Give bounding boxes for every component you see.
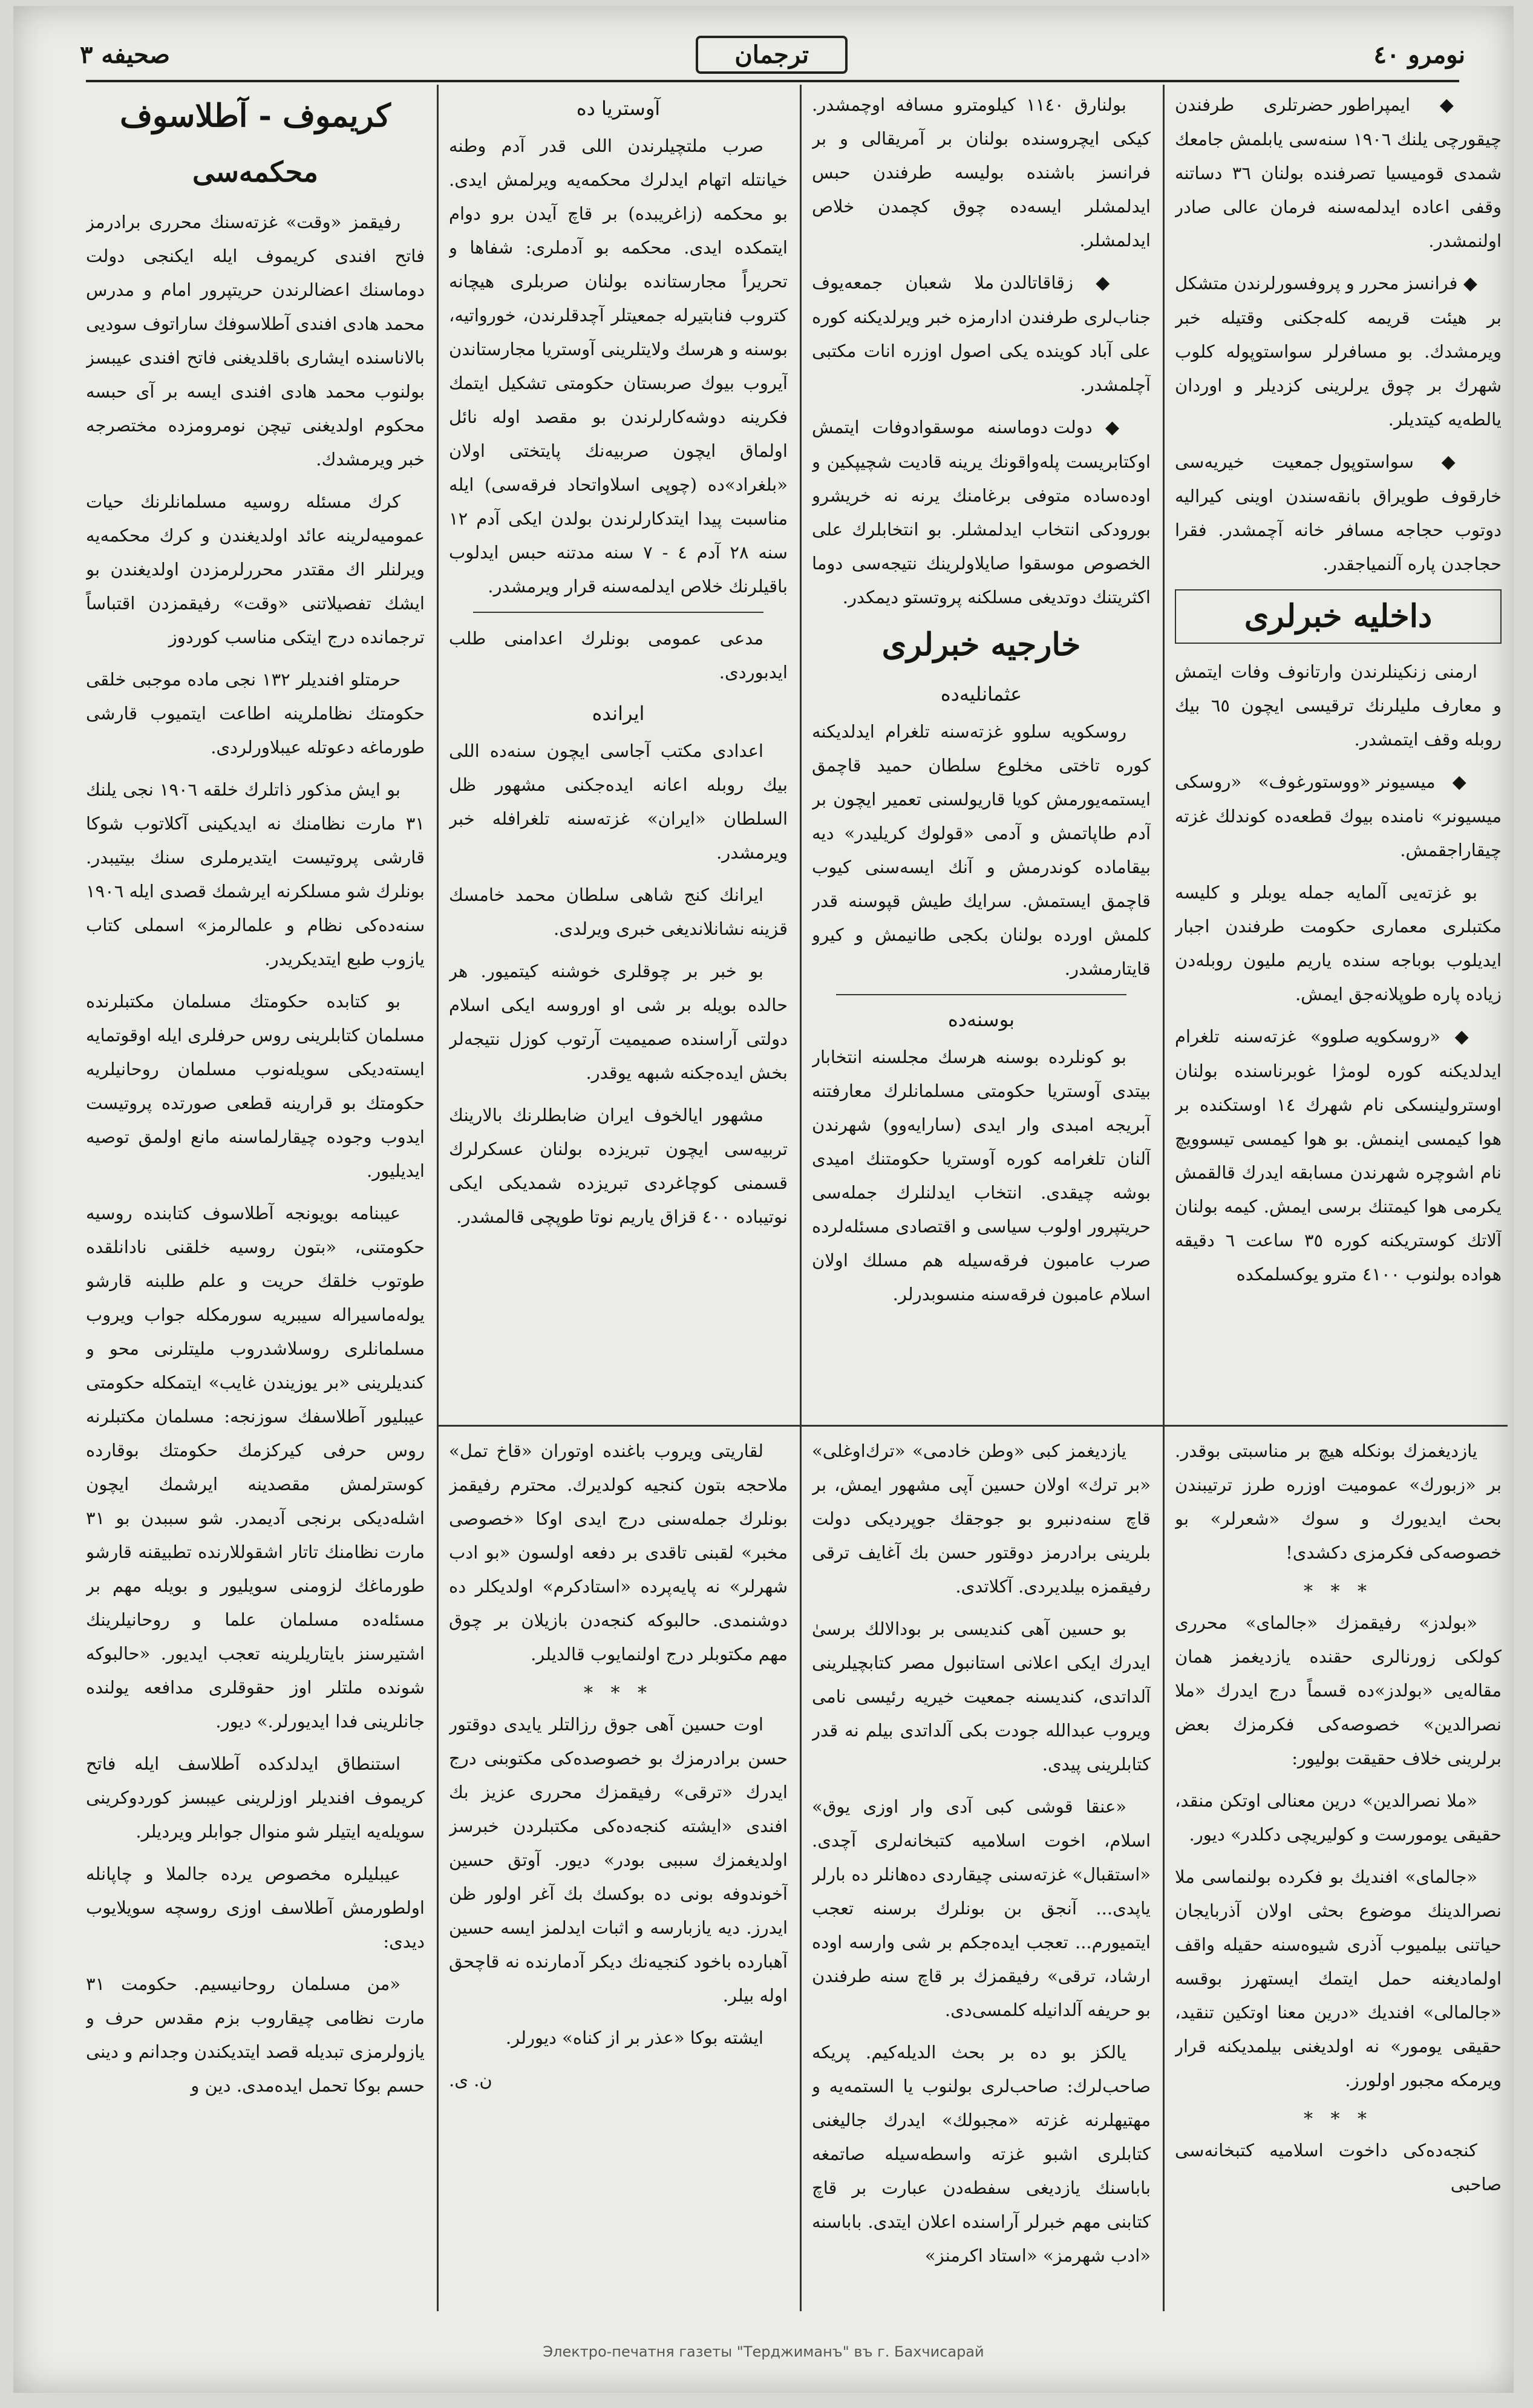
news-item: ◆ دولت دوماسنه موسقوادوفات ايتمش اوكتابريست پله‌واقونك يرينه قاديت شچيپكين و اوده‌ساده متوفى برغامنك يرنه نه خريشرو بورودكى انتخاب ايدلمشلر. بو انتخابلرك على الخصوص موسقوا صايلاولرينك نتيجه‌سى دوما اكثريتنك دوتديغى مسلكنه پروتستو ديمكدر.	[812, 417, 1151, 607]
article-subtitle: محكمه‌سى	[192, 155, 318, 188]
article-paragraph: لقاريتى ويروب باغنده اوتوران «قاخ تمل» ملاحجه بتون كنجيه كولديرك. محترم رفيقمز بونلرك جمله‌سنى درج ايدى اوكا «خصوصى مخبر» لقبنى تاقدى بر دفعه اولسون «بو ادب شهرلر» نه پايه‌پرده «استادكرم» اولديكلر ده دوشنمدى. حالبوكه كنجه‌دن بازيلان بر چوق مهم مكتوبلر درج اولنمايوب قالديلر.	[449, 1441, 788, 1664]
news-item: روسكويه سلوو غزته‌سنه تلغرام ايدلديكنه كوره تاختى مخلوع سلطان حميد قاچمق ايستمه‌يورمش كويا قاريولسنى تعمير ايچون بر آدم طاپاتمش و آدمى «قولوك كريليدر» ديه بيقاماده كوندرمش و آنك ايسه‌سنى كيوب قاچمق ايستمش. سرايك طيش قپوسنه قدر كلمش اورده بولنان بكجى طانيمش و كيرو قايتارمشدر.	[812, 721, 1151, 979]
newspaper-page	[13, 6, 1514, 2393]
article-paragraph: يازديغمزك بونكله هيچ بر مناسبتى بوقدر. بر «زبورك» عموميت اوزره طرز ترتيبندن بحث ايديورك و سوك «شعرلر» بو خصوصه‌كى فكرمزى دكشدى!	[1175, 1441, 1502, 1563]
asterism-icon: * * *	[1303, 2109, 1373, 2130]
column-rule	[1163, 85, 1165, 2311]
article-paragraph: اوت حسين آهى جوق رزالتلر يايدى دوقتور حسن برادرمزك بو خصوصده‌كى مكتوبنى درج ايدرك «ترقى» رفيقمزك محررى عزيز بك افندى «ايشته كنجه‌ده‌كى مكتبلردن خبرسز اولديغمزك سببى بودر» ديور. آوتق حسين آخوندوفه بونى ده بوكسك بك آغر اولور ظن ايدرز. ديه يازبارسه و اثبات ايدلمز ايسه حسين آهبارده باخود كنجيه‌نك ديكر آدمارنده نه قاچحق اوله بيلر.	[449, 1714, 788, 2006]
news-item: بو خبر بر چوقلرى خوشنه كيتميور. هر حالده بويله بر شى او اوروسه ايكى اسلام دولتى آراسنده صميميت آرتوب كوزل نتيجه‌لر بخش ايده‌جكنه شبهه يوقدر.	[449, 961, 788, 1083]
news-item: ايرانك كنج شاهى سلطان محمد خامسك قزينه نشانلانديغى خبرى ويرلدى.	[449, 885, 788, 939]
section-heading-domestic: داخليه خبرلرى	[1175, 589, 1502, 644]
article-paragraph: بو ايش مذكور ذاتلرك خلقه ١٩٠٦ نجى يلنك ٣١ مارت نظامنك نه ايديكينى آكلاتوب شوكا قارشى پروتيست ايتديرملرى سنك بيتيبدر. بونلرك شو مسلكرنه ايرشمك قصدى ايله ١٩٠٦ سنه‌ده‌كى نظام و علمالرمز» اسملى كتاب يازوب طبع ايتديكريدر.	[86, 779, 425, 969]
subheading-bosnia: بوسنه‌ده	[947, 1008, 1015, 1031]
diamond-bullet-icon: ◆	[1435, 771, 1478, 793]
separator	[473, 612, 763, 613]
column-rule	[800, 85, 802, 2311]
diamond-bullet-icon: ◆	[1092, 417, 1126, 438]
column-3-top	[449, 88, 788, 1419]
article-paragraph: «من مسلمان روحانيسيم. حكومت ٣١ مارت نظامى چيقاروب بزم مقدس حرف و يازولرمزى تبديله قصد ايتديكندن وجدانم و دينى حسم بوكا تحمل ايده‌مدى. دين و	[86, 1974, 425, 2096]
diamond-bullet-icon: ◆	[1457, 273, 1477, 294]
column-2-top	[812, 88, 1151, 1419]
news-item: بو كونلرده بوسنه هرسك مجلسنه انتخابار بيتدى آوستريا حكومتى مسلمانلرك معارفتنه آبريجه امبدى وار ايدى (سارايه‌وو) شهرندن آلنان تلغرامه كوره آوستريا حكومتنك اميدى بوشه چيقدى. انتخاب ايدلنلرك جمله‌سى حريتپرور اولوب سياسى و اقتصادى مسئله‌لرده صرب عامبون فرقه‌سيله هم مسلك اولان اسلام عامبون فرقه‌سنه منسوبدرلر.	[812, 1047, 1151, 1304]
subheading-ottoman: عثمانليه‌ده	[940, 682, 1022, 705]
issue-number: نومرو ٤٠	[1373, 40, 1465, 69]
diamond-bullet-icon: ◆	[1410, 94, 1477, 116]
news-item: ◆ سواستوپول جمعيت خيريه‌سى خارقوف طويراق بانقه‌سندن اوينى كيراليه دوتوب حجاجه مسافر خانه آچمشدر. فقرا حجاجدن پاره آلنمياجقدر.	[1175, 451, 1502, 574]
section-heading-foreign: خارجيه خبرلرى	[881, 626, 1081, 663]
page-number: صحيفه ٣	[80, 40, 170, 69]
signature: ن. ى.	[449, 2070, 492, 2090]
article-title: كريموف - آطلاسوف	[120, 97, 391, 134]
article-paragraph: بو حسين آهى كنديسى بر بودالالك برسىٰ ايدرك ايكى اعلانى استانبول مصر كتابچيلرينى آلداتدى، كنديسنه جمعيت خيريه رئيسى نامى ويروب عبدالله جودت بكى آلداتدى بيلم نه قدر كتابلرينى پيدى.	[812, 1618, 1151, 1775]
news-item: بو غزته‌يى آلمايه جمله يوبلر و كليسه مكتبلرى معمارى حكومت طرفندن اجبار ايديلوب بوباجه سنده ياريم مليون روبله‌دن زياده پاره طوپلانه‌جق ايمش.	[1175, 882, 1502, 1004]
diamond-bullet-icon: ◆	[1073, 272, 1126, 293]
article-paragraph: بو كتابده حكومتك مسلمان مكتبلرنده مسلمان كتابلرينى روس حرفلرى ايله اوقوتمايه ايسته‌ديكى سويله‌نوب مسلمان روحانيلريه حكومتك بو قرارينه قطعى صورتده پروتيست ايدوب وجوده چيقارلماسنه مانع اولمق توصيه ايديليور.	[86, 991, 425, 1181]
news-item: اعدادى مكتب آجاسى ايچون سنه‌ده اللى بيك روبله اعانه ايده‌جكنى مشهور ظل السلطان «ايران» غزته‌سنه تلغرافله خبر ويرمشدر.	[449, 741, 788, 863]
diamond-bullet-icon: ◆	[1413, 451, 1478, 473]
news-item: بولنارق ١١٤٠ كيلومترو مسافه اوچمشدر. كيكى ايچروسنده بولنان بر آمريقالى و بر فرانسز باشنده بوليسه طرفندن حبس ايدلمشلر ايسه‌ده چوق كچمدن خلاص ايدلمشلر.	[812, 94, 1151, 250]
news-item: ارمنى زنكينلرندن وارتانوف وفات ايتمش و معارف مليلرنك ترقيسى ايچون ٦٥ بيك روبله وقف ايتمشدر.	[1175, 661, 1502, 750]
asterism-icon: * * *	[583, 1683, 653, 1704]
subheading-iran: ايرانده	[592, 702, 645, 725]
news-item: صرب ملتچيلرندن اللى قدر آدم وطنه خيانتله اتهام ايدلرك محكمه‌يه ويرلمش ايدى. بو محكمه (زاغريبده) بر قاچ آيدن برو دوام ايتمكده ايدى. محكمه بو آدملرى: شفاها و تحريراً مجارستانده بولنان صربلرى هيچانه كتروب فنابتيرله جمعيتلر آچدقلرندن، خورواتيه، بوسنه و هرسك ولايتلرينى آوستريا مجارستاندن آيروب بيوك صربستان حكومتى تشكيل ايتمك فكرينه دوشه‌كارلرندن بو مقصد اوله نائل اولماق ايچون صربيه‌نك پايتختى اولان «بلغراد»ده (چوپى اسلاواتحاد فرقه‌سى) ايله مناسبت پيدا ايتدكارلرندن بولدن ايكى آدم ١٢ سنه ٢٨ آدم ٤ - ٧ سنه مدتنه حبس ايدلوب باقيلرنك خلاص ايدلمه‌سنه قرار ويرمشدر.	[449, 136, 788, 597]
article-paragraph: «عنقا قوشى كبى آدى وار اوزى يوق» اسلام، اخوت اسلاميه كتبخانه‌لرى آچدى. «استقبال» غزته‌سنى چيقاردى ده‌هانلر ده بارلر ياپدى... آنجق بن بونلرك برسنه تعجب ايتميورم... تعجب ايده‌جكم بر شى وارسه اوده ارشاد، ترقى» رفيقمزك بر قاچ سنه طرفندن بو حريفه آلدانيله كلمسى‌دى.	[812, 1796, 1151, 2020]
column-1-bottom	[1175, 1434, 1502, 2317]
article-paragraph: كرك مسئله روسيه مسلمانلرنك حيات عموميه‌لرينه عائد اولديغندن و كرك محكمه‌يه ويرلنلر اك مقتدر محررلرمزدن اولديغندن بو ايشك تفصيلاتنى «وقت» رفيقمزدن اقتباساً ترجمانده درج ايتكى مناسب كوردوز	[86, 491, 425, 647]
article-paragraph: كنجه‌ده‌كى داخوت اسلاميه كتبخانه‌سى صاحبى	[1175, 2140, 1502, 2194]
column-3-bottom	[449, 1434, 788, 2317]
article-paragraph: يالكز بو ده بر بحث الديله‌كيم. پريكه صاحب‌لرك: صاحب‌لرى بولنوب يا الستمه‌يه و مهتيهلرنه غزته «مجبولك» ايدرك جاليغنى كتابلرى اشبو غزته واسطه‌سيله صاتمغه باباسنك يازديغى سفطه‌دن عبارت بر قاچ كتابنى مهم خبرلر آراسنده اعلان ايتدى. باباسنه «ادب شهرمز» «استاد اكرمنز»	[812, 2042, 1151, 2266]
column-2-bottom	[812, 1434, 1151, 2317]
section-rule	[437, 1425, 1508, 1427]
news-item: ◆ «روسكويه صلوو» غزته‌سنه تلغرام ايدلديكنه كوره لومژا غوبرناسنده بولنان اوسترولينسكى نام شهرك ١٤ اوستكنده بر هوا كيمسى اينمش. بو هوا كيمسى تيسوويچ نام اشوچره شهرندن مسابقه ايدرك قالقمش يكرمى هوا كيمتنك برسى ايمش. كيمه بولنان آلاتك كوستريكنه كوره ٣٥ ساعت ٦ دقيقه هواده بولنوب ٤١٠٠ مترو يوكسلمكده	[1175, 1026, 1502, 1284]
news-note: مدعى عمومى بونلرك اعدامنى طلب ايدبوردى.	[449, 628, 788, 682]
subheading-austria: آوستريا ده	[576, 97, 661, 120]
article-paragraph: يازديغمز كبى «وطن خادمى» «ترك‌اوغلى» «بر ترك» اولان حسين آپى مشهور ايمش، بر قاچ سنه‌دنبرو بو جوجقك جوپرديكى دولت بلرينى برادرمز دوقتور حسن بك آغايف ترقى رفيقمزه بيلديردى. آكلاتدى.	[812, 1441, 1151, 1597]
column-1-top	[1175, 88, 1502, 1419]
article-paragraph: «ملا نصرالدين» درين معنالى اوتكن منقد، حقيقى يومورست و كوليريچى دكلدر» ديور.	[1175, 1790, 1502, 1845]
article-paragraph: عيبنامه بويونجه آطلاسوف كتابنده روسيه حكومتنى، «بتون روسيه خلقنى نادانلقده طوتوب خلقك حريت و علم طلبنه قارشو يوله‌ماسيراله سيبريه سورمكله جواب ويروب مسلمانلرى روسلاشدروب مليتلرنى محو و كنديلرينى «بر يوزيندن غايب» ايتمكله حكومتى عيبليور آطلاسفك سوزنجه: مسلمان مكتبلرنه روس حرفى كيركزمك حكومتك بوقارده كوسترلمش مقصدينه ايرشمك ايچون اشله‌ديكى برنجى آديمدر. شو سببدن بو ٣١ مارت نظامنك تاتار اشقوللارنده تطبيقنه قارشو طورماغك لزومنى سويليور و بويله مهم بر مسئله‌ده مسلمان علما و روحانيلرينك اشتيرسنز بايتاريلرينه تعجب ايديور. «حالبوكه شونده ملتلر اوز حقوقلرى مدافعه يولنده جانلرينى فدا ايديورلر.» ديور.	[86, 1203, 425, 1732]
diamond-bullet-icon: ◆	[1440, 1026, 1477, 1047]
news-item: ◆ فرانسز محرر و پروفسورلرندن متشكل بر هيئت قريمه كله‌جكنى وقتيله خبر ويرمشدك. بو مسافرلر سواستوپوله كلوب شهرك بر چوق يرلرينى كزديلر و اوردان يالطه‌يه كيتديلر.	[1175, 273, 1502, 430]
news-item: ◆ ميسيونر «ووستورغوف» «روسكى ميسيونر» نامنده بيوك قطعه‌ده كوندلك غزته چيقاراجقمش.	[1175, 771, 1502, 860]
article-paragraph: ايشته بوكا «عذر بر از كناه» ديورلر.	[505, 2027, 763, 2048]
top-rule	[86, 80, 1459, 82]
news-item: ◆ ايمپراطور حضرتلرى طرفندن چيقورچى يلنك ١٩٠٦ سنه‌سى يابلمش جامعك شمدى قوميسيا تصرفنده بولنان ٣٦ دساتنه وقفى اعاده ايدلمه‌سنه فرمان عالى صادر اولنمشدر.	[1175, 94, 1502, 251]
article-paragraph: «جالماى» افنديك بو فكرده بولنماسى ملا نصرالدينك موضوع بحثى اولان آذربايجان حياتنى بيلميوب آذرى شيوه‌سنه حقيله واقف اولماديغنه حمل ايتمك ايستهرز بوقسه «جالمالى» افنديك «درين معنا اوتكين تنقيد، حقيقى يومور» نه اولديغنى بيلمديكنه قرار ويرمكه مجبور اولورز.	[1175, 1867, 1502, 2090]
asterism-icon: * * *	[1303, 1581, 1373, 1602]
printer-imprint: Электро-печатня газеты "Терджиманъ" въ г. Бахчисарай	[543, 2343, 984, 2360]
column-4	[86, 88, 425, 2314]
news-item: مشهور ايالخوف ايران ضابطلرنك بالارينك تربيه‌سى ايچون تبريزده بولنان عسكرلرك قسمنى كوچاغردى تبريزده شمديكى ايكى نوتيباده ٤٠٠ قزاق ياريم نوتا طوپچى قالمشدر.	[449, 1105, 788, 1227]
article-paragraph: «بولدز» رفيقمزك «جالماى» محررى كولكى زورنالرى حقنده يازديغمز همان مقاله‌يى «بولدز»ده قسماً درج ايدرك «ملا نصرالدين» خصوصه‌كى فكرمزك بعض برلرينى خلاف حقيقت بوليور:	[1175, 1612, 1502, 1768]
separator	[836, 994, 1126, 995]
article-paragraph: استنطاق ايدلدكده آطلاسف ايله فاتح كريموف افنديلر اوزلرينى عيبسز كوردوكرينى سويله‌يه ايتيلر شو منوال جوابلر ويرديلر.	[86, 1753, 425, 1842]
column-rule	[437, 85, 439, 2311]
article-paragraph: حرمتلو افنديلر ١٣٢ نجى ماده موجبى خلقى حكومتك نظاملرينه اطاعت ايتميوب قارشى طورماغه دعوتله عيبلاورلردى.	[86, 669, 425, 757]
article-paragraph: رفيقمز «وقت» غزته‌سنك محررى برادرمز فاتح افندى كريموف ايله ايكنجى دولت دوماسنك اعضالرندن حريتپرور امام و مدرس محمد هادى افندى آطلاسوفك ساراتوف سوديى بالاناسنده ايشارى باقلديغنى فاتح افندى عيبسز بولنوب محمد هادى افندى ايسه بر آى حبسه محكوم اولديغنى تيچن نومرومزده مختصرجه خبر ويرمشدك.	[86, 212, 425, 469]
article-paragraph: عيبليلره مخصوص يرده جالملا و چاپانله اولطورمش آطلاسف اوزى روسچه سويلايوب ديدى:	[86, 1863, 425, 1952]
news-item: ◆ زقاقاتالدن ملا شعبان جمعه‌يوف جناب‌لرى طرفندن ادارمزه خبر ويرلديكنه كوره على آباد كوينده يكى اصول اوزره انات مكتبى آچلمشدر.	[812, 272, 1151, 395]
newspaper-title: ترجمان	[696, 36, 848, 74]
